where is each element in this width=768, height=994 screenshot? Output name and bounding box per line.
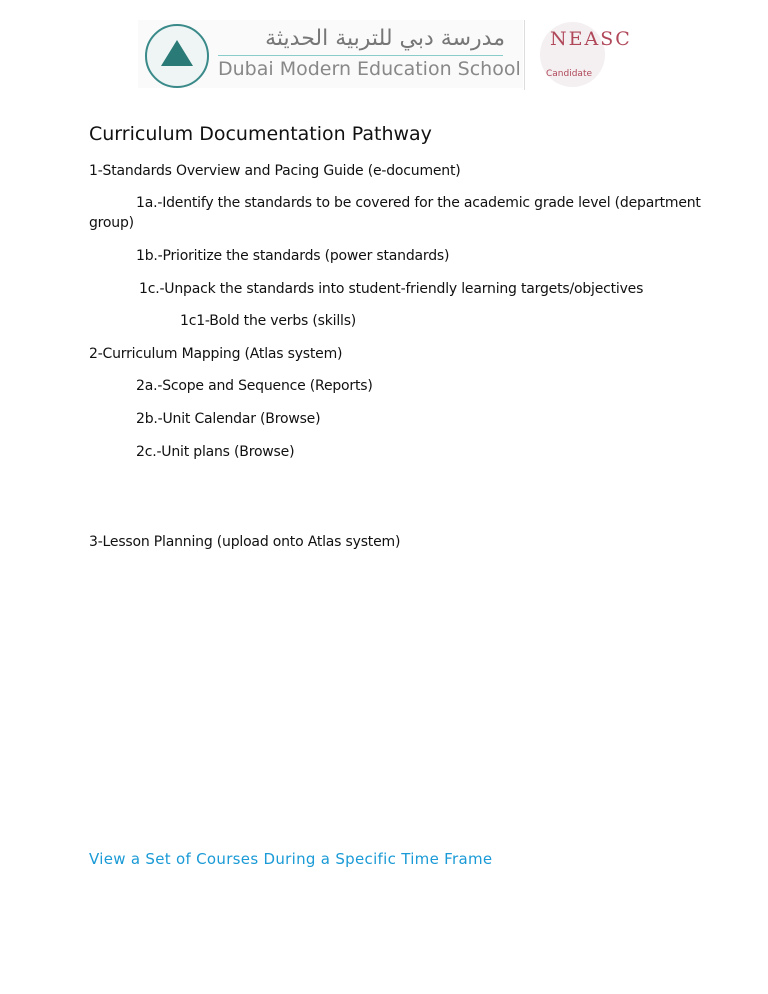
school-seal-icon [145, 24, 209, 88]
header-separator [524, 20, 525, 90]
item-2b: 2b.-Unit Calendar (Browse) [136, 411, 321, 427]
school-name-arabic: مدرسة دبي للتربية الحديثة [265, 26, 505, 51]
neasc-logo [540, 22, 632, 87]
page-title: Curriculum Documentation Pathway [89, 123, 432, 145]
view-courses-link[interactable]: View a Set of Courses During a Specific Time Frame [89, 850, 493, 868]
item-2a: 2a.-Scope and Sequence (Reports) [136, 378, 373, 394]
item-1a: 1a.-Identify the standards to be covered for the academic grade level (department [136, 195, 701, 211]
school-name: Dubai Modern Education School [218, 58, 521, 80]
neasc-status: Candidate [546, 69, 593, 79]
item-1c: 1c.-Unpack the standards into student-friendly learning targets/objectives [139, 281, 644, 297]
section-1: 1-Standards Overview and Pacing Guide (e-document) [89, 163, 461, 179]
section-2: 2-Curriculum Mapping (Atlas system) [89, 346, 343, 362]
item-1c1: 1c1-Bold the verbs (skills) [180, 313, 357, 329]
item-1a-wrap: group) [89, 215, 134, 231]
logo-divider [218, 55, 503, 56]
section-3: 3-Lesson Planning (upload onto Atlas system) [89, 534, 401, 550]
item-1b: 1b.-Prioritize the standards (power standards) [136, 248, 450, 264]
item-2c: 2c.-Unit plans (Browse) [136, 444, 295, 460]
neasc-text: NEASC [550, 28, 632, 50]
